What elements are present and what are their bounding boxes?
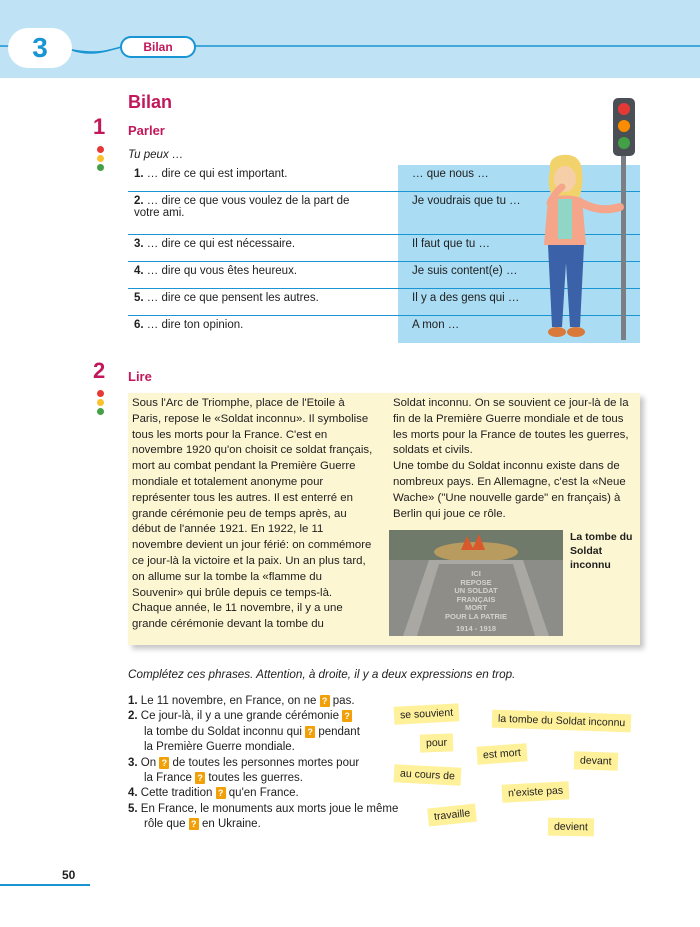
chapter-number: 3 <box>8 28 72 68</box>
table-row: 4. … dire qu vous êtes heureux. Je suis content(e) … <box>128 262 640 289</box>
blank-marker[interactable]: ? <box>320 695 330 707</box>
table-row: 2. … dire ce que vous voulez de la part de votre ami. Je voudrais que tu … <box>128 192 640 235</box>
page-number: 50 <box>62 868 76 882</box>
blank-marker[interactable]: ? <box>342 710 352 722</box>
page-title: Bilan <box>128 92 173 112</box>
word-tag[interactable]: la tombe du Soldat inconnu <box>492 710 632 733</box>
section-2-number: 2 <box>93 358 106 383</box>
table-row: 3. … dire ce qui est nécessaire. Il faut que tu … <box>128 235 640 262</box>
list-item: 1. Le 11 novembre, en France, on ne ? pas. <box>128 695 355 707</box>
photo-caption: La tombe du Soldat inconnu <box>570 531 633 571</box>
list-item: 2. Ce jour-là, il y a une grande cérémonie ? <box>128 709 408 724</box>
word-tag[interactable]: travaille <box>427 804 477 827</box>
word-tag[interactable]: se souvient <box>394 703 460 724</box>
reading-text-column-1: Sous l'Arc de Triomphe, place de l'Etoile à Paris, repose le «Soldat inconnu». Il symbolise tous les morts pour la France. C'est en novembre 1920 qu'on choisit ce soldat français, mort au combat pendant la Première Guerre mondiale et totalement anonyme pour représenter tous les autres. Il est enterré en grande cérémonie peu de temps après, au début de l'année 1921. En 1922, le 11 novembre devient un jour férié: on commémore ce jour-là la victoire et la paix. Un an plus tard, on allume sur la tombe la «flamme du Souvenir» qui brûle depuis ce temps-là. Chaque année, le 11 novembre, il y a une grande cérémonie devant la tombe du <box>132 397 373 631</box>
word-tag[interactable]: n'existe pas <box>502 781 570 802</box>
exercise-sentences: 1. Le 11 novembre, en France, on ne ? pas. 2. Ce jour-là, il y a une grande cérémonie ? la tombe du Soldat inconnu qui ? pendant la Première Guerre mondiale. 3. On ? de toutes les personnes mortes pour la France ? toutes les guerres. 4. Cette tradition ? qu'en France. 5. En France, le monuments aux morts joue le même rôle que ? en Ukraine. <box>128 694 408 833</box>
blank-marker[interactable]: ? <box>216 787 226 799</box>
chapter-label: Bilan <box>120 36 196 58</box>
table-row: 5. … dire ce que pensent les autres. Il y a des gens qui … <box>128 289 640 316</box>
tomb-photo <box>389 530 563 636</box>
table-row: 6. … dire ton opinion. A mon … <box>128 316 640 343</box>
section-2-title: Lire <box>128 369 152 384</box>
word-tag[interactable]: pour <box>420 733 454 752</box>
difficulty-dots-icon <box>97 390 105 417</box>
word-tag[interactable]: devient <box>548 818 594 837</box>
word-tag[interactable]: devant <box>574 751 618 771</box>
blank-marker[interactable]: ? <box>305 726 315 738</box>
difficulty-dots-icon <box>97 146 105 173</box>
reading-text-column-2: Soldat inconnu. On se souvient ce jour-là de la fin de la Première Guerre mondiale et de tous les morts pour la France de toutes les guerres, soldats et civils. Une tombe du Soldat inconnu existe dans de nombreux pays. En Allemagne, c'est la «Neue Wache» ("Une nouvelle garde" en français) à Berlin qui joue ce rôle. <box>393 397 629 520</box>
section-1-intro: Tu peux … <box>128 149 184 161</box>
list-item: 5. En France, le monuments aux morts joue le même <box>128 802 399 815</box>
girl-with-traffic-light-illustration <box>520 95 650 345</box>
header-wave-line <box>0 40 700 70</box>
word-tag[interactable]: est mort <box>476 743 527 764</box>
exercise-instruction: Complétez ces phrases. Attention, à droite, il y a deux expressions en trop. <box>128 668 516 681</box>
list-item: 3. On ? de toutes les personnes mortes pour <box>128 756 360 769</box>
section-1-title: Parler <box>128 123 165 138</box>
list-item: 4. Cette tradition ? qu'en France. <box>128 787 299 800</box>
section-1-number: 1 <box>93 114 106 139</box>
blank-marker[interactable]: ? <box>195 772 205 784</box>
word-tag[interactable]: au cours de <box>394 764 462 785</box>
blank-marker[interactable]: ? <box>189 818 199 830</box>
footer-line <box>0 884 90 886</box>
tomb-inscription: ICI REPOSE UN SOLDAT FRANÇAIS MORT POUR LA PATRIE 1914 - 1918 <box>445 569 507 633</box>
blank-marker[interactable]: ? <box>159 757 169 769</box>
table-row: 1. … dire ce qui est important. … que nous … <box>128 165 640 192</box>
